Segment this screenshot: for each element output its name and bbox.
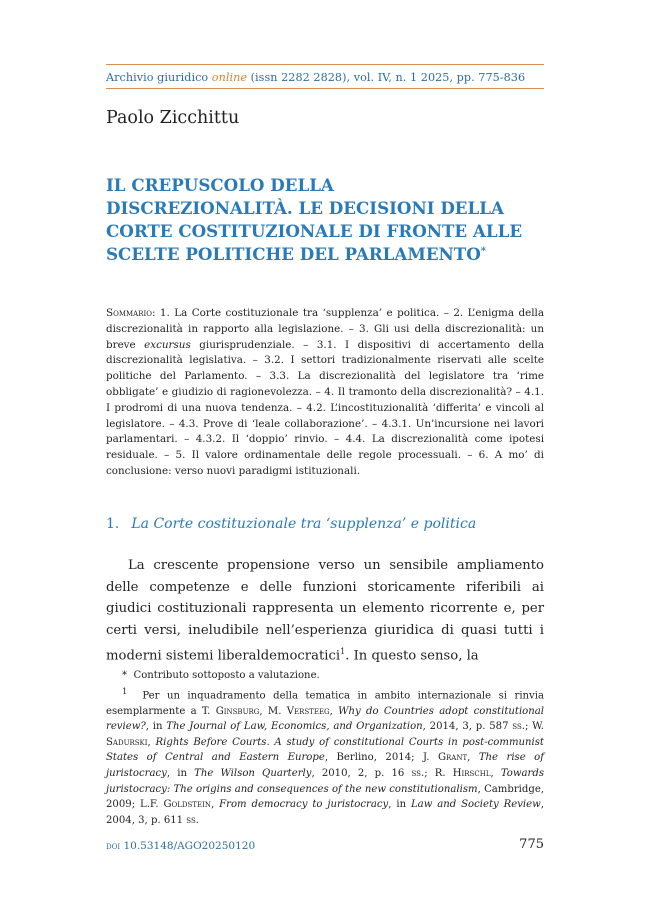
footnote-text: , [210, 799, 220, 811]
footnotes-block [106, 668, 544, 828]
article-title [106, 174, 526, 266]
author-name: Paolo Zicchittu [106, 108, 240, 128]
summary-text-2: giurisprudenziale. – 3.1. I dispositivi di accertamento della discrezionalità legislativa. – 3.2. I settori tradizionalmente riservati alle scelte politiche del Parlamento. – 3.3. La discrezionalità del legislatore tra ‘rime obbligate’ e giudizio di ragionevolezza. – 4. Il tramonto della discrezionalità? – 4.1. I prodromi di una nuova tendenza. – 4.2. L’incostituzionalità ‘differita’ e vincoli al legislatore. – 4.3. Prove di ‘leale collaborazione’. – 4.3.1. Un’incursione nei lavori parlamentari. – 4.3.2. Il ‘doppio’ rinvio. – 4.4. La discrezionalità come ipotesi residuale. – 5. Il valore ordinamentale delle regole processuali. – 6. A mo’ di conclusione: verso nuovi paradigmi istituzionali. [106, 338, 544, 477]
page-number: 775 [519, 837, 544, 852]
journal-name: Archivio giuridico [106, 71, 212, 84]
article-title-text: IL CREPUSCOLO DELLA DISCREZIONALITÀ. LE DECISIONI DELLA CORTE COSTITUZIONALE DI FRONTE ALLE SCELTE POLITICHE DEL PARLAMENTO [106, 175, 523, 264]
journal-online-label: online [211, 71, 248, 84]
footnote-text: , 2014, 3, p. 587 [422, 721, 513, 733]
footnote-text: , Cambridge, 2009; L.F. [106, 783, 544, 811]
footnote-work-title: Why do Countries adopt constitutional review? [106, 705, 544, 733]
footnote-1 [106, 684, 544, 829]
body-paragraph-1 [106, 555, 544, 667]
footnote-work-title: Towards juristocracy: The origins and consequences of the new constitutionalism [106, 767, 544, 795]
title-footnote-mark: * [480, 246, 486, 257]
footnote-author: Goldstein [163, 799, 211, 811]
footnote-text: ; R. [424, 767, 453, 779]
journal-issue-info: (issn 2282 2828), vol. IV, n. 1 2025, pp. 775-836 [247, 71, 526, 84]
section-number: 1. [106, 516, 120, 532]
footnote-work-title: From democracy to juristocracy [219, 799, 389, 811]
footnote-text: , 2004, 3, p. 611 [106, 799, 544, 826]
doi-label: doi [106, 841, 121, 852]
section-heading [106, 516, 476, 532]
summary-italic: excursus [144, 338, 191, 351]
footnote-ss: ss. [186, 814, 199, 826]
footnote-work-title: The rise of juristocracy [106, 752, 544, 779]
footnote-text: , [147, 736, 156, 748]
footnote-text: , in [145, 721, 167, 733]
journal-header [106, 64, 544, 89]
footnote-author: Grant [437, 752, 468, 764]
footnote-ss: ss. [411, 767, 425, 779]
footnote-author: Ginsburg [215, 705, 260, 717]
footnote-1-mark: 1 [122, 685, 128, 696]
footnote-ref-1[interactable]: 1 [340, 647, 346, 656]
footnote-star-text: Contributo sottoposto a valutazione. [133, 670, 320, 681]
body-text-tail: . In questo senso, la [345, 648, 479, 664]
footnote-text: , in [388, 799, 411, 811]
summary-text-1: 1. La Corte costituzionale tra ‘supplenza’ e politica. – 2. L’enigma della discrezionalità in rapporto alla legislazione. – 3. Gli usi della discrezionalità: un breve [106, 307, 544, 351]
section-title: La Corte costituzionale tra ‘supplenza’ e politica [131, 516, 477, 532]
footnote-journal-title: The Wilson Quarterly [194, 767, 312, 779]
footnote-text: , M. [259, 705, 287, 717]
footnote-journal-title: The Journal of Law, Economics, and Organization [166, 721, 423, 733]
footnote-journal-title: Law and Society Review [410, 799, 541, 811]
footnote-author: Hirschl [452, 767, 491, 779]
footnote-text: , [490, 767, 501, 779]
doi-value[interactable]: 10.53148/AGO20250120 [120, 840, 256, 852]
footnote-ss: ss. [512, 721, 525, 733]
footnote-text: ; W. [524, 721, 544, 733]
body-text-main: La crescente propensione verso un sensibile ampliamento delle competenze e delle funzioni storicamente riferibili ai giudici costituzionali rappresenta un elemento ricorrente e, per certi versi, ineludibile nell’esperienza giuridica di quasi tutti i moderni sistemi liberaldemocratici [106, 558, 544, 664]
footnote-text: Per un inquadramento della tematica in ambito internazionale si rinvia esemplarmente a T. [106, 689, 544, 717]
footnote-text: , 2010, 2, p. 16 [311, 767, 412, 779]
summary-label: Sommario: [106, 307, 156, 319]
footnote-text: , Berlino, 2014; J. [324, 752, 438, 764]
footnote-author: Sadurski [106, 736, 148, 748]
footnote-text: , in [166, 767, 195, 779]
footnote-star-mark: * [122, 670, 128, 681]
body-paragraph [106, 555, 544, 667]
doi-line[interactable] [106, 840, 255, 852]
summary-block [106, 306, 544, 480]
footnote-star [106, 668, 544, 684]
footnote-text: , [467, 752, 479, 764]
footnote-author: Versteeg [286, 705, 330, 717]
footnote-work-title: Rights Before Courts. A study of constitutional Courts in post-communist States of Central and Eastern Europe [106, 736, 544, 764]
footnote-text: , [329, 705, 339, 717]
